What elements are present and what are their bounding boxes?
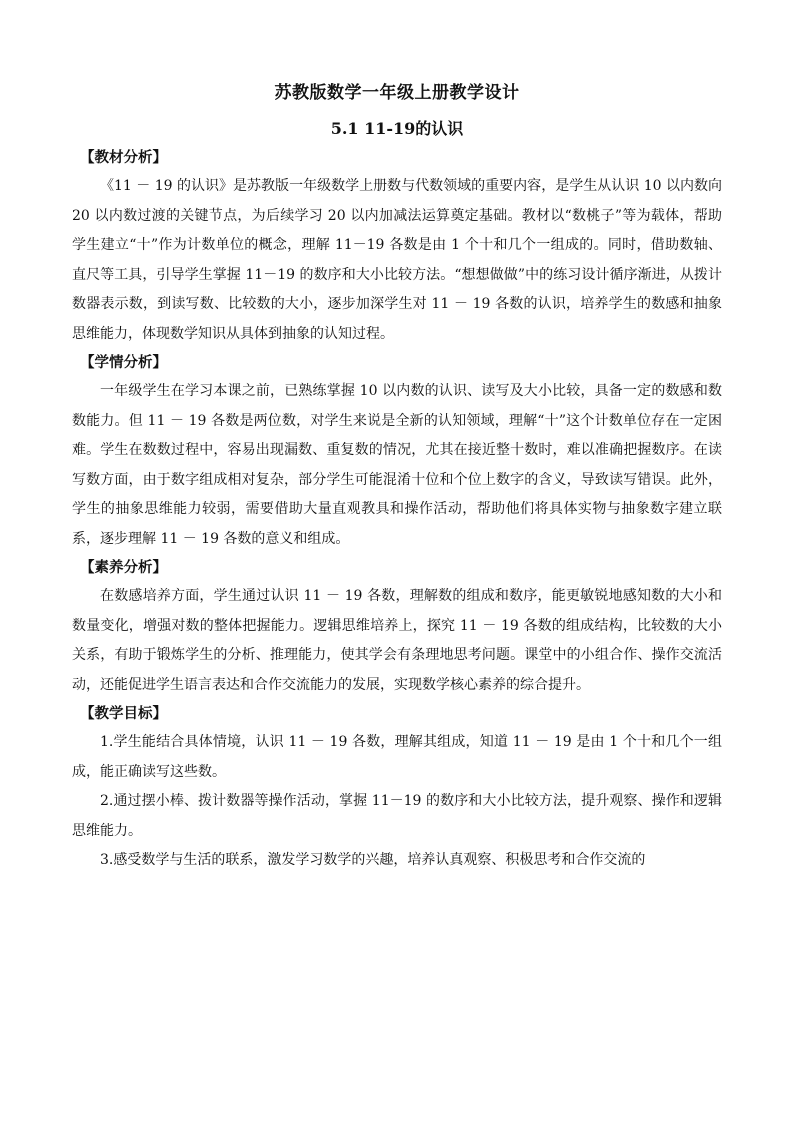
goal-item: 1.学生能结合具体情境，认识 11 － 19 各数，理解其组成，知道 11 － 19 是由 1 个十和几个一组成，能正确读写这些数。: [72, 734, 722, 780]
goal-item: 2.通过摆小棒、拨计数器等操作活动，掌握 11－19 的数序和大小比较方法，提升观察、操作和逻辑思维能力。: [72, 793, 722, 839]
section-heading: 【素养分析】: [80, 560, 167, 576]
section-heading: 【教材分析】: [80, 150, 167, 166]
section-heading: 【教学目标】: [80, 706, 167, 722]
document-title: 苏教版数学一年级上册教学设计: [274, 83, 520, 103]
section-paragraph: 一年级学生在学习本课之前，已熟练掌握 10 以内数的认识、读写及大小比较，具备一定的数感和数数能力。但 11 － 19 各数是两位数，对学生来说是全新的认知领域，理解“十”这个计数单位存在一定困难。学生在数数过程中，容易出现漏数、重复数的情况，尤其在接近整十数时，难以准确把握数序。在读写数方面，由于数字组成相对复杂，部分学生可能混淆十位和个位上数字的含义，导致读写错误。此外，学生的抽象思维能力较弱，需要借助大量直观教具和操作活动，帮助他们将具体实物与抽象数字建立联系，逐步理解 11 － 19 各数的意义和组成。: [72, 383, 722, 547]
document-subtitle: 5.1 11-19的认识: [330, 119, 464, 138]
goal-item: 3.感受数学与生活的联系，激发学习数学的兴趣，培养认真观察、积极思考和合作交流的: [100, 852, 646, 868]
section-paragraph: 《11 － 19 的认识》是苏教版一年级数学上册数与代数领域的重要内容，是学生从认识 10 以内数向 20 以内数过渡的关键节点，为后续学习 20 以内加减法运算奠定基础。教材以“数桃子”等为载体，帮助学生建立“十”作为计数单位的概念，理解 11－19 各数是由 1 个十和几个一组成的。同时，借助数轴、直尺等工具，引导学生掌握 11－19 的数序和大小比较方法。“想想做做”中的练习设计循序渐进，从拨计数器表示数，到读写数、比较数的大小，逐步加深学生对 11 － 19 各数的认识，培养学生的数感和抽象思维能力，体现数学知识从具体到抽象的认知过程。: [72, 178, 722, 342]
section-heading: 【学情分析】: [80, 355, 167, 371]
section-textbook-analysis: [72, 144, 722, 349]
section-student-analysis: [72, 349, 722, 554]
section-teaching-goals: [72, 700, 722, 876]
section-literacy-analysis: [72, 554, 722, 700]
section-paragraph: 在数感培养方面，学生通过认识 11 － 19 各数，理解数的组成和数序，能更敏锐地感知数的大小和数量变化，增强对数的整体把握能力。逻辑思维培养上，探究 11 － 19 各数的组成结构，比较数的大小关系，有助于锻炼学生的分析、推理能力，使其学会有条理地思考问题。课堂中的小组合作、操作交流活动，还能促进学生语言表达和合作交流能力的发展，实现数学核心素养的综合提升。: [72, 588, 722, 693]
